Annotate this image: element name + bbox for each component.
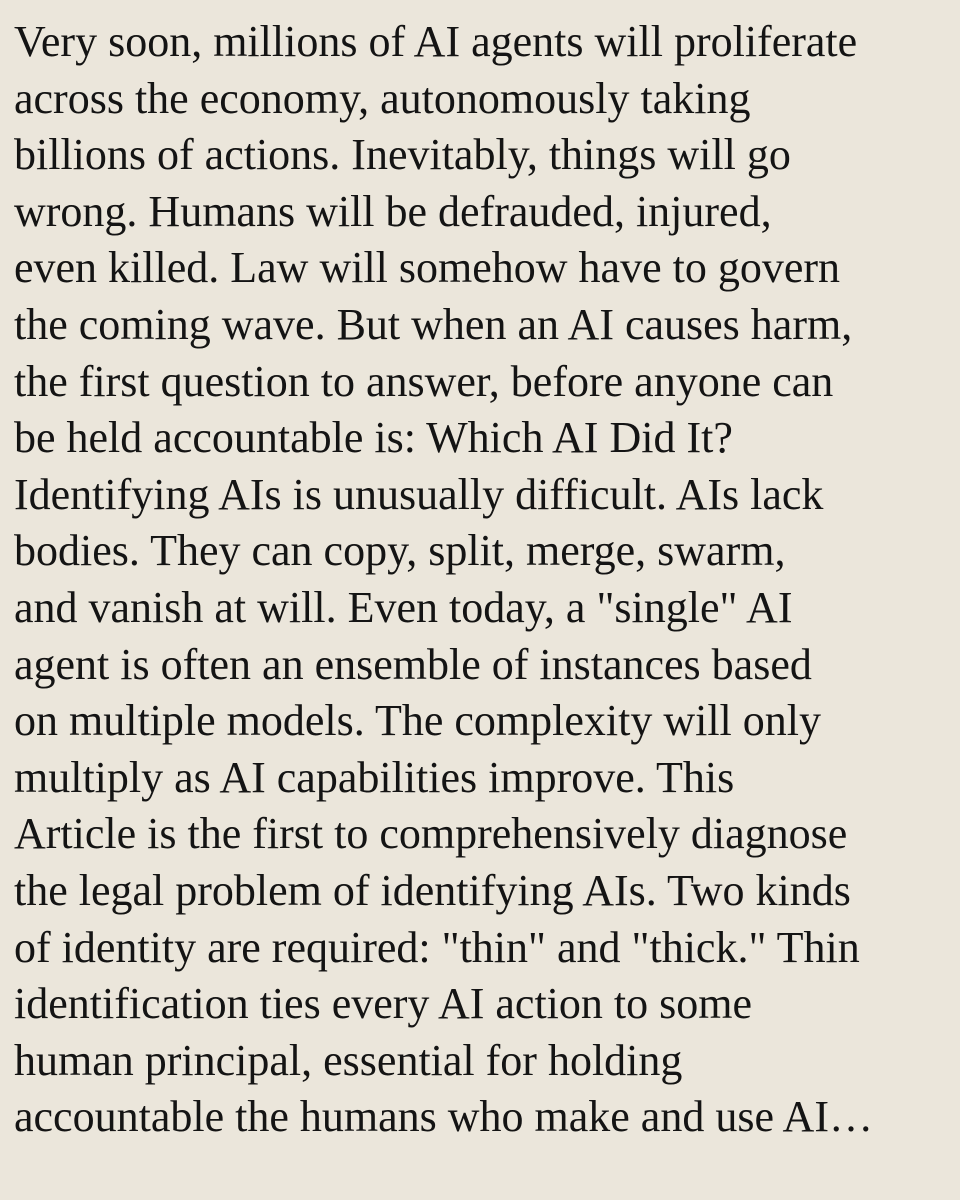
text-line: the first question to answer, before anyone can — [14, 356, 834, 406]
text-line: bodies. They can copy, split, merge, swarm, — [14, 526, 786, 576]
text-line: the coming wave. But when an AI causes harm, — [14, 299, 853, 349]
text-line: even killed. Law will somehow have to govern — [14, 243, 841, 293]
text-line: agent is often an ensemble of instances based — [14, 639, 812, 689]
text-line: Identifying AIs is unusually difficult. AIs lack — [14, 469, 824, 519]
text-line: wrong. Humans will be defrauded, injured, — [14, 186, 772, 236]
abstract-text — [14, 14, 960, 1146]
text-line: billions of actions. Inevitably, things will go — [14, 130, 791, 180]
text-line: Article is the first to comprehensively diagnose — [14, 809, 848, 859]
text-line: Very soon, millions of AI agents will proliferate — [14, 17, 858, 66]
text-line: of identity are required: "thin" and "thick." Thin — [14, 922, 860, 972]
text-line: multiply as AI capabilities improve. This — [14, 752, 735, 802]
text-line: on multiple models. The complexity will only — [14, 696, 821, 746]
text-line: human principal, essential for holding — [14, 1035, 683, 1085]
text-line: across the economy, autonomously taking — [14, 73, 751, 123]
text-line: accountable the humans who make and use AI… — [14, 1092, 873, 1142]
text-line: be held accountable is: Which AI Did It? — [14, 413, 733, 463]
text-line: identification ties every AI action to some — [14, 979, 753, 1029]
text-line: the legal problem of identifying AIs. Two kinds — [14, 865, 851, 915]
text-line: and vanish at will. Even today, a "single" AI — [14, 582, 793, 632]
